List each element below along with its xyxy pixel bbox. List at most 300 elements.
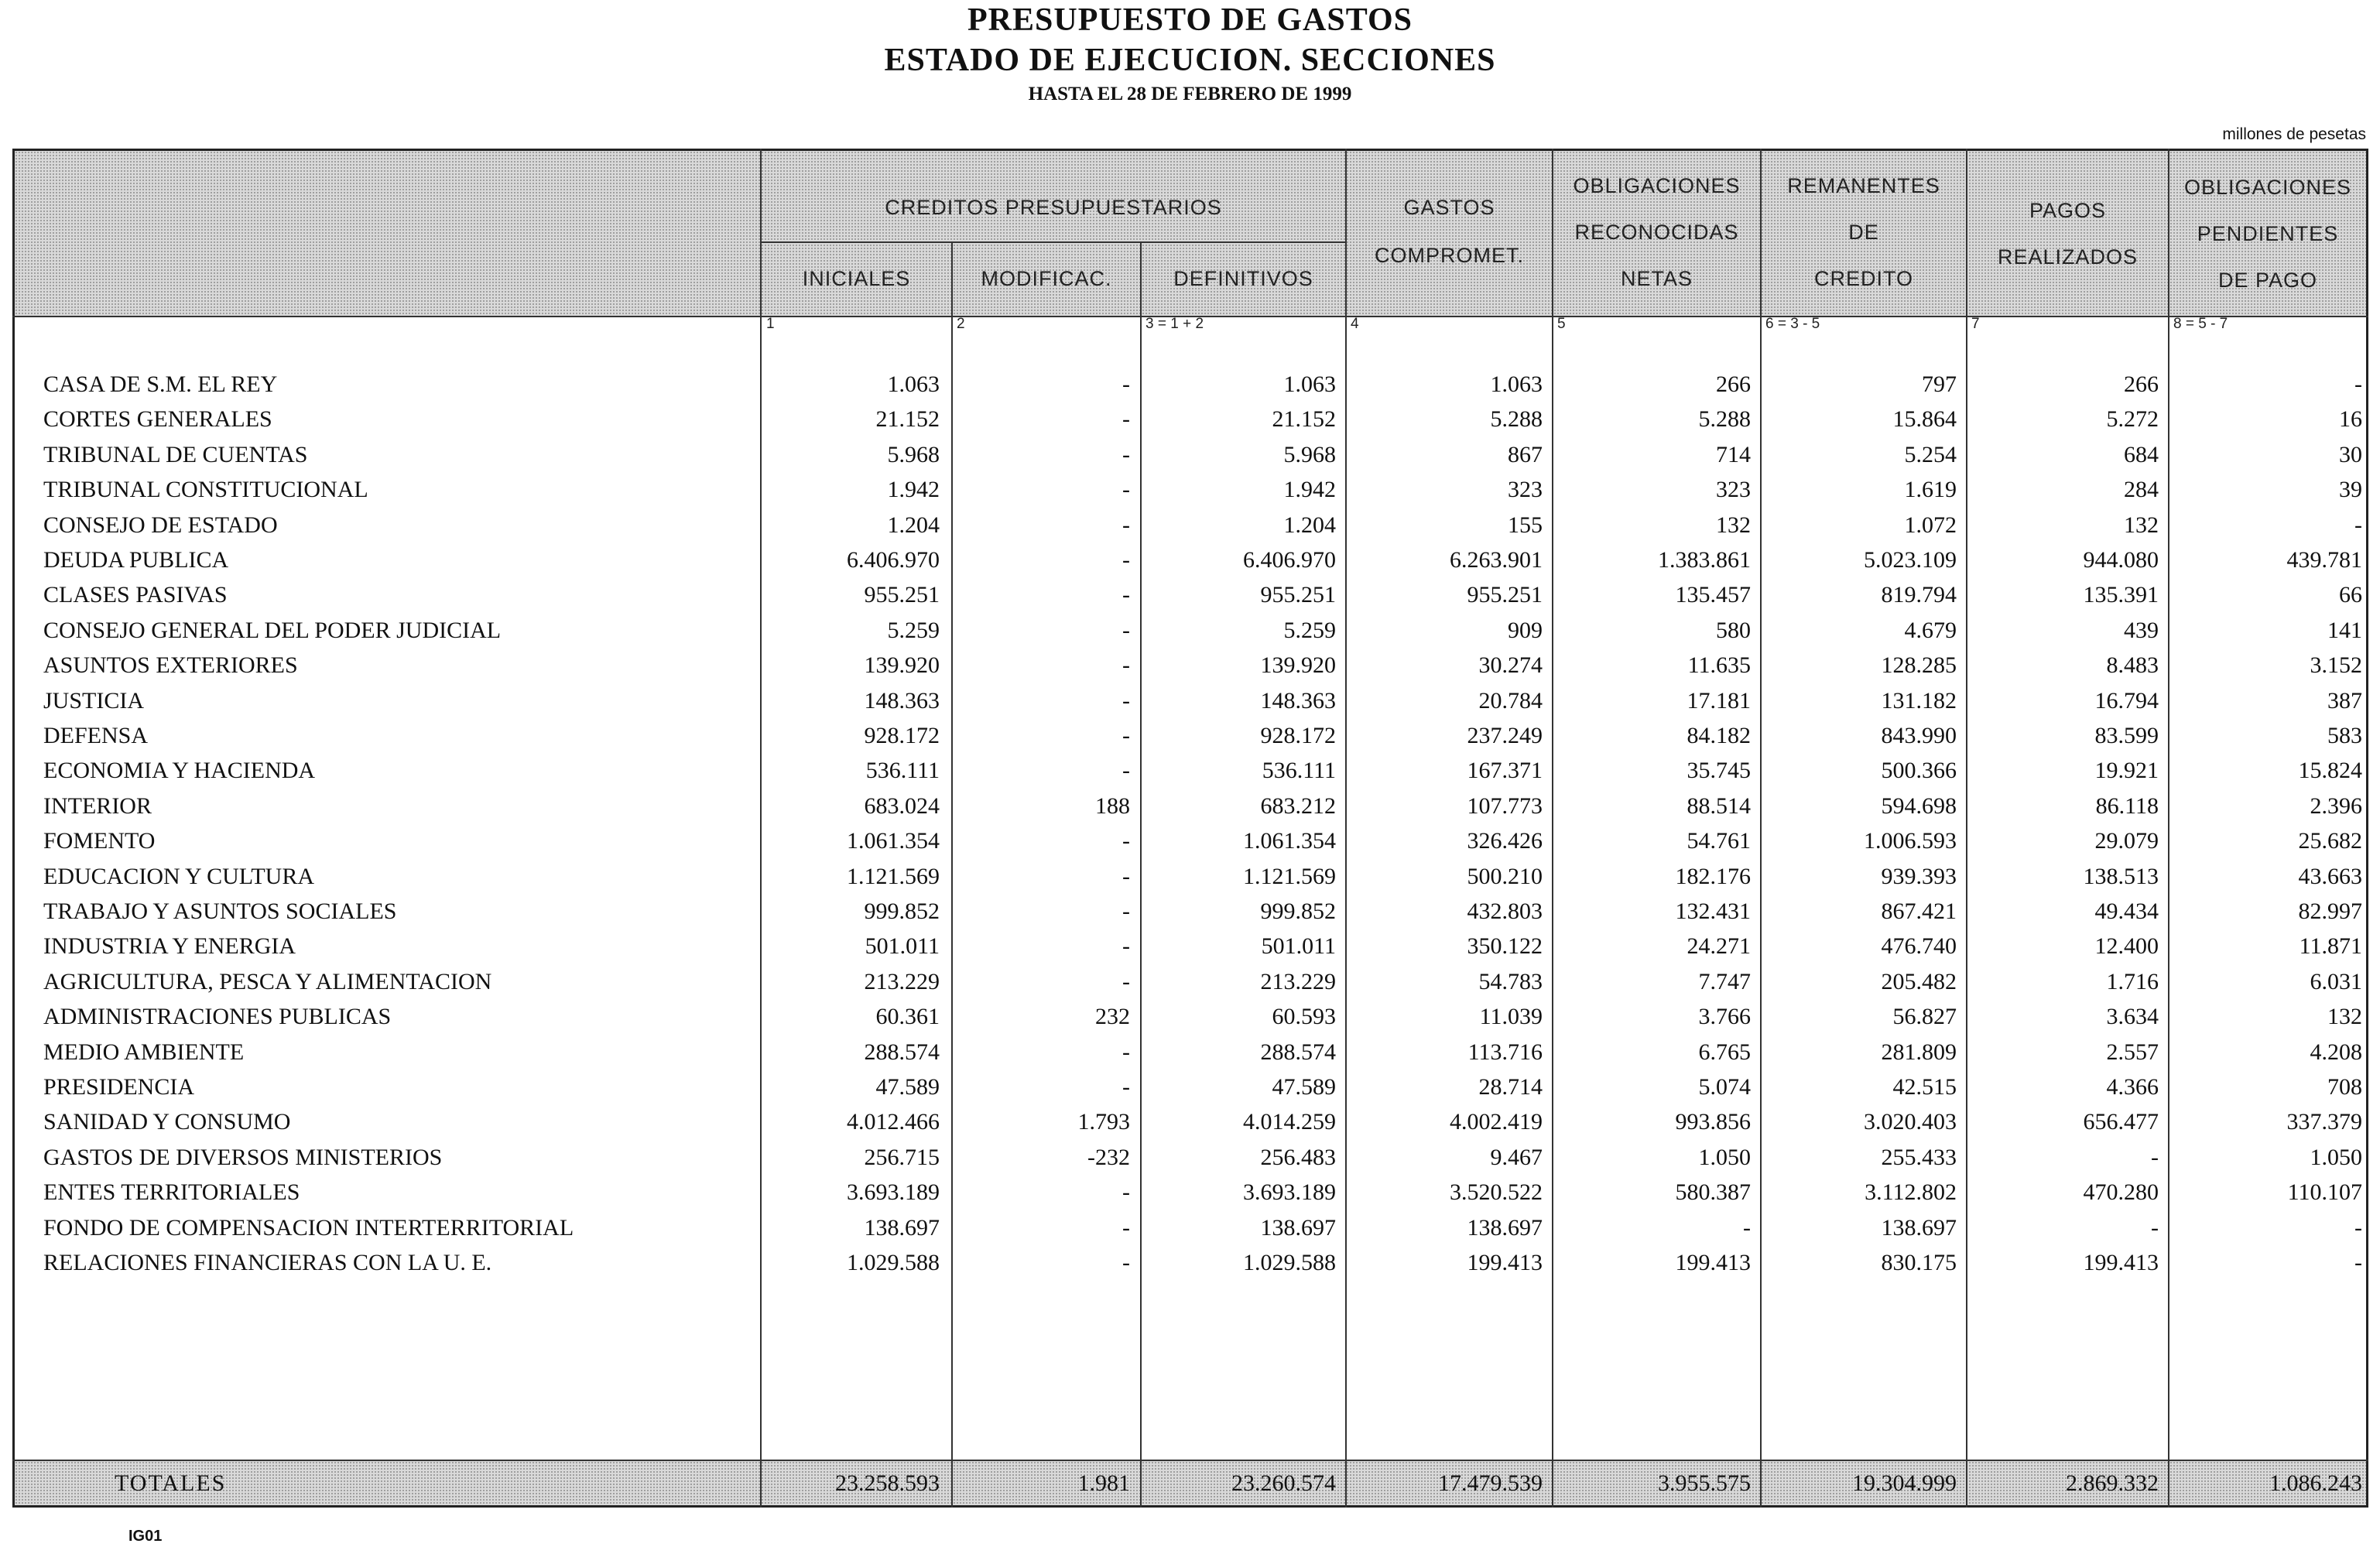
cell-reconocidas: 323 [1716,477,1751,503]
cell-iniciales: 60.361 [875,1004,940,1030]
cell-pagos: - [2151,1144,2159,1170]
cell-pagos: 656.477 [2083,1109,2159,1135]
header-obligaciones-pendientes-1: OBLIGACIONES [2183,176,2352,199]
totals-reconocidas: 3.955.575 [1658,1470,1751,1496]
cell-modificac: - [1122,1250,1130,1275]
cell-definitivos: 6.406.970 [1243,547,1336,573]
totals-definitivos: 23.260.574 [1231,1470,1336,1496]
totals-row [0,1461,2380,1506]
row-label: FONDO DE COMPENSACION INTERTERRITORIAL [43,1214,574,1241]
cell-iniciales: 6.406.970 [847,547,940,573]
cell-pendientes: 30 [2339,441,2362,467]
cell-comprometidos: 107.773 [1467,792,1543,819]
cell-reconocidas: 88.514 [1687,792,1751,819]
cell-comprometidos: 432.803 [1467,898,1543,924]
report-subtitle: ESTADO DE EJECUCION. SECCIONES [884,43,1496,78]
cell-remanentes: 42.515 [1892,1074,1957,1100]
cell-reconocidas: 5.288 [1698,406,1751,433]
cell-definitivos: 501.011 [1261,933,1336,960]
cell-pendientes: 439.781 [2286,547,2362,573]
row-label: EDUCACION Y CULTURA [43,863,315,889]
cell-definitivos: 683.212 [1260,792,1336,819]
row-label: CONSEJO GENERAL DEL PODER JUDICIAL [43,617,502,643]
cell-remanentes: 1.006.593 [1864,828,1957,854]
table-row [0,929,2380,963]
table-row [0,648,2380,683]
cell-pendientes: 583 [2327,723,2362,748]
cell-pendientes: 708 [2327,1074,2362,1100]
report-date: HASTA EL 28 DE FEBRERO DE 1999 [1028,84,1352,104]
cell-reconocidas: 17.181 [1687,687,1751,714]
cell-modificac: - [1122,1074,1130,1100]
cell-remanentes: 867.421 [1881,898,1957,924]
cell-reconocidas: 3.766 [1698,1004,1751,1030]
cell-iniciales: 501.011 [865,933,940,960]
totals-comprometidos: 17.479.539 [1438,1470,1543,1496]
cell-definitivos: 1.942 [1283,477,1336,503]
column-number: 7 [1971,316,1980,332]
cell-iniciales: 288.574 [864,1039,940,1065]
cell-definitivos: 3.693.189 [1243,1179,1336,1206]
row-label: INTERIOR [43,792,152,819]
cell-comprometidos: 155 [1508,512,1543,538]
totals-remanentes: 19.304.999 [1852,1470,1957,1496]
cell-iniciales: 928.172 [864,723,940,748]
cell-pendientes: 11.871 [2299,933,2362,960]
cell-comprometidos: 867 [1508,441,1543,467]
cell-comprometidos: 30.274 [1478,652,1543,679]
cell-reconocidas: 84.182 [1687,723,1751,748]
cell-remanentes: 1.072 [1904,512,1957,538]
cell-modificac: - [1122,898,1130,924]
cell-comprometidos: 237.249 [1467,723,1543,748]
cell-modificac: - [1122,477,1130,503]
cell-definitivos: 955.251 [1260,582,1336,608]
row-label: RELACIONES FINANCIERAS CON LA U. E. [43,1250,492,1275]
cell-reconocidas: 993.856 [1675,1109,1751,1135]
cell-modificac: - [1122,933,1130,960]
cell-reconocidas: 135.457 [1675,582,1751,608]
cell-modificac: - [1122,1214,1130,1241]
cell-iniciales: 1.061.354 [847,828,940,854]
cell-comprometidos: 326.426 [1467,828,1543,854]
cell-modificac: 188 [1095,792,1130,819]
units-label: millones de pesetas [2222,125,2366,143]
row-label: JUSTICIA [43,687,145,714]
cell-reconocidas: 5.074 [1698,1074,1751,1100]
cell-comprometidos: 199.413 [1467,1250,1543,1275]
header-comprometidos: COMPROMET. [1374,244,1524,267]
header-obligaciones-pendientes-3: DE PAGO [2217,269,2318,292]
cell-reconocidas: 11.635 [1687,652,1751,679]
table-row [0,683,2380,718]
table-row [0,577,2380,612]
table-row [0,508,2380,542]
table-row [0,367,2380,402]
row-label: ASUNTOS EXTERIORES [43,652,298,679]
cell-pagos: 684 [2124,441,2159,467]
cell-reconocidas: 266 [1716,371,1751,397]
cell-comprometidos: 1.063 [1490,371,1543,397]
cell-comprometidos: 5.288 [1490,406,1543,433]
cell-pagos: - [2151,1214,2159,1241]
cell-definitivos: 1.121.569 [1243,863,1336,889]
cell-definitivos: 1.061.354 [1243,828,1336,854]
cell-pagos: 83.599 [2094,723,2159,748]
row-label: PRESIDENCIA [43,1074,195,1100]
table-row [0,437,2380,472]
cell-remanentes: 797 [1922,371,1957,397]
cell-iniciales: 1.204 [887,512,940,538]
table-row [0,789,2380,823]
header-definitivos: DEFINITIVOS [1173,267,1313,290]
cell-remanentes: 1.619 [1904,477,1957,503]
cell-definitivos: 1.204 [1283,512,1336,538]
header-creditos-presupuestarios: CREDITOS PRESUPUESTARIOS [885,196,1222,219]
row-label: TRIBUNAL DE CUENTAS [43,441,308,467]
row-label: CLASES PASIVAS [43,582,228,608]
row-label: CONSEJO DE ESTADO [43,512,278,538]
cell-remanentes: 3.020.403 [1864,1109,1957,1135]
cell-pagos: 1.716 [2106,968,2159,994]
cell-remanentes: 819.794 [1881,582,1957,608]
cell-remanentes: 830.175 [1881,1250,1957,1275]
cell-pagos: 29.079 [2094,828,2159,854]
column-number: 1 [766,316,775,332]
cell-definitivos: 213.229 [1260,968,1336,994]
cell-pendientes: 110.107 [2287,1179,2362,1206]
cell-remanentes: 939.393 [1881,863,1957,889]
cell-comprometidos: 113.716 [1467,1039,1543,1065]
column-number: 5 [1557,316,1566,332]
row-label: ENTES TERRITORIALES [43,1179,300,1206]
header-pagos: PAGOS [2029,199,2107,222]
cell-comprometidos: 350.122 [1467,933,1543,960]
cell-modificac: - [1122,723,1130,748]
table-row [0,1175,2380,1210]
totals-iniciales: 23.258.593 [835,1470,940,1496]
header-remanentes-2: DE [1848,221,1879,244]
cell-definitivos: 999.852 [1260,898,1336,924]
cell-comprometidos: 4.002.419 [1450,1109,1543,1135]
header-obligaciones-reconocidas-1: OBLIGACIONES [1573,174,1741,197]
cell-pagos: 284 [2124,477,2159,503]
cell-modificac: - [1122,1039,1130,1065]
cell-modificac: - [1122,441,1130,467]
column-number: 8 = 5 - 7 [2173,316,2228,332]
cell-iniciales: 5.968 [887,441,940,467]
cell-comprometidos: 11.039 [1479,1004,1543,1030]
cell-comprometidos: 323 [1508,477,1543,503]
cell-modificac: 1.793 [1077,1109,1130,1135]
cell-reconocidas: 24.271 [1687,933,1751,960]
cell-pendientes: - [2354,1250,2362,1275]
header-obligaciones-reconocidas-2: RECONOCIDAS [1574,221,1739,244]
table-row [0,718,2380,753]
cell-iniciales: 21.152 [875,406,940,433]
row-label: CASA DE S.M. EL REY [43,371,278,397]
cell-remanentes: 843.990 [1881,723,1957,748]
cell-pagos: 132 [2124,512,2159,538]
header-gastos: GASTOS [1403,196,1495,219]
cell-remanentes: 205.482 [1881,968,1957,994]
cell-reconocidas: 1.050 [1698,1144,1751,1170]
cell-pagos: 135.391 [2083,582,2159,608]
table-row [0,823,2380,858]
cell-iniciales: 139.920 [864,652,940,679]
cell-modificac: - [1122,582,1130,608]
cell-modificac: - [1122,758,1130,784]
cell-remanentes: 476.740 [1881,933,1957,960]
cell-definitivos: 4.014.259 [1243,1109,1336,1135]
row-label: ADMINISTRACIONES PUBLICAS [43,1004,392,1030]
cell-reconocidas: 199.413 [1675,1250,1751,1275]
row-label: CORTES GENERALES [43,406,272,433]
cell-pagos: 944.080 [2083,547,2159,573]
table-row [0,753,2380,788]
cell-pagos: 16.794 [2094,687,2159,714]
cell-iniciales: 4.012.466 [847,1109,940,1135]
row-label: TRABAJO Y ASUNTOS SOCIALES [43,898,397,924]
cell-comprometidos: 54.783 [1478,968,1543,994]
cell-pendientes: 141 [2327,617,2362,643]
column-number: 6 = 3 - 5 [1765,316,1820,332]
cell-modificac: - [1122,371,1130,397]
cell-iniciales: 955.251 [864,582,940,608]
cell-pendientes: 3.152 [2310,652,2362,679]
cell-modificac: - [1122,652,1130,679]
row-label: ECONOMIA Y HACIENDA [43,758,316,784]
row-label: DEFENSA [43,723,149,748]
row-label: DEUDA PUBLICA [43,547,229,573]
cell-definitivos: 138.697 [1260,1214,1336,1241]
cell-pendientes: 4.208 [2310,1039,2362,1065]
report-title: PRESUPUESTO DE GASTOS [967,2,1413,38]
totals-pagos: 2.869.332 [2066,1470,2159,1496]
cell-definitivos: 928.172 [1260,723,1336,748]
cell-pendientes: 66 [2339,582,2362,608]
cell-modificac: - [1122,968,1130,994]
cell-pendientes: 2.396 [2310,792,2362,819]
cell-pagos: 3.634 [2106,1004,2159,1030]
cell-definitivos: 536.111 [1262,758,1336,784]
cell-reconocidas: 7.747 [1698,968,1751,994]
cell-pendientes: 337.379 [2286,1109,2362,1135]
cell-pagos: 8.483 [2106,652,2159,679]
cell-remanentes: 281.809 [1881,1039,1957,1065]
cell-iniciales: 999.852 [864,898,940,924]
cell-pagos: 439 [2124,617,2159,643]
row-label: FOMENTO [43,828,156,854]
table-row [0,613,2380,648]
cell-definitivos: 60.593 [1272,1004,1336,1030]
cell-iniciales: 1.063 [887,371,940,397]
table-row [0,1035,2380,1070]
cell-modificac: - [1122,547,1130,573]
cell-pagos: 2.557 [2106,1039,2159,1065]
cell-definitivos: 5.259 [1283,617,1336,643]
cell-pagos: 49.434 [2094,898,2159,924]
cell-pagos: 12.400 [2094,933,2159,960]
cell-comprometidos: 20.784 [1478,687,1543,714]
cell-pagos: 5.272 [2106,406,2159,433]
header-realizados: REALIZADOS [1997,245,2139,269]
cell-iniciales: 3.693.189 [847,1179,940,1206]
cell-pendientes: 25.682 [2298,828,2362,854]
cell-reconocidas: 132.431 [1675,898,1751,924]
row-label: GASTOS DE DIVERSOS MINISTERIOS [43,1144,443,1170]
creditos-sub-rule [762,241,1347,243]
cell-definitivos: 21.152 [1272,406,1336,433]
cell-definitivos: 148.363 [1260,687,1336,714]
cell-definitivos: 47.589 [1272,1074,1336,1100]
cell-modificac: - [1122,617,1130,643]
cell-remanentes: 138.697 [1881,1214,1957,1241]
cell-remanentes: 56.827 [1892,1004,1957,1030]
table-row [0,1245,2380,1280]
cell-remanentes: 500.366 [1881,758,1957,784]
cell-reconocidas: 1.383.861 [1658,547,1751,573]
footer-code: IG01 [128,1528,163,1545]
cell-modificac: - [1122,512,1130,538]
table-row [0,1140,2380,1175]
cell-pendientes: - [2354,371,2362,397]
column-number: 2 [957,316,965,332]
totals-modificac: 1.981 [1077,1470,1130,1496]
cell-pendientes: 6.031 [2310,968,2362,994]
cell-pagos: 199.413 [2083,1250,2159,1275]
cell-pendientes: 15.824 [2298,758,2362,784]
table-row [0,472,2380,507]
cell-definitivos: 256.483 [1260,1144,1336,1170]
column-number: 4 [1351,316,1359,332]
cell-comprometidos: 138.697 [1467,1214,1543,1241]
table-row [0,964,2380,999]
row-label: INDUSTRIA Y ENERGIA [43,933,296,960]
cell-reconocidas: 580.387 [1675,1179,1751,1206]
cell-iniciales: 536.111 [865,758,940,784]
cell-pendientes: - [2354,1214,2362,1241]
cell-comprometidos: 955.251 [1467,582,1543,608]
row-label: TRIBUNAL CONSTITUCIONAL [43,477,368,503]
cell-iniciales: 5.259 [887,617,940,643]
cell-pendientes: - [2354,512,2362,538]
cell-pendientes: 43.663 [2298,863,2362,889]
cell-remanentes: 255.433 [1881,1144,1957,1170]
totals-pendientes: 1.086.243 [2269,1470,2362,1496]
cell-pagos: 266 [2124,371,2159,397]
cell-modificac: - [1122,406,1130,433]
cell-reconocidas: 35.745 [1687,758,1751,784]
cell-reconocidas: 714 [1716,441,1751,467]
cell-pagos: 138.513 [2083,863,2159,889]
cell-iniciales: 1.121.569 [847,863,940,889]
cell-comprometidos: 500.210 [1467,863,1543,889]
cell-reconocidas: 132 [1716,512,1751,538]
table-row [0,542,2380,577]
cell-remanentes: 4.679 [1904,617,1957,643]
cell-pagos: 470.280 [2083,1179,2159,1206]
cell-remanentes: 594.698 [1881,792,1957,819]
header-obligaciones-reconocidas-3: NETAS [1620,267,1693,290]
totals-label: TOTALES [115,1470,227,1496]
cell-iniciales: 213.229 [864,968,940,994]
cell-pendientes: 16 [2339,406,2362,433]
cell-modificac: - [1122,828,1130,854]
cell-pagos: 19.921 [2094,758,2159,784]
header-remanentes-3: CREDITO [1813,267,1913,290]
cell-pendientes: 1.050 [2310,1144,2362,1170]
cell-definitivos: 288.574 [1260,1039,1336,1065]
cell-definitivos: 1.029.588 [1243,1250,1336,1275]
cell-remanentes: 131.182 [1881,687,1957,714]
cell-definitivos: 5.968 [1283,441,1336,467]
cell-iniciales: 1.942 [887,477,940,503]
table-row [0,894,2380,929]
header-obligaciones-pendientes-2: PENDIENTES [2197,222,2339,245]
row-label: AGRICULTURA, PESCA Y ALIMENTACION [43,968,492,994]
cell-definitivos: 1.063 [1283,371,1336,397]
table-row [0,859,2380,894]
cell-comprometidos: 9.467 [1490,1144,1543,1170]
cell-reconocidas: 182.176 [1675,863,1751,889]
cell-comprometidos: 3.520.522 [1450,1179,1543,1206]
row-label: MEDIO AMBIENTE [43,1039,245,1065]
cell-remanentes: 5.023.109 [1864,547,1957,573]
cell-iniciales: 47.589 [875,1074,940,1100]
cell-comprometidos: 909 [1508,617,1543,643]
cell-comprometidos: 167.371 [1467,758,1543,784]
cell-remanentes: 15.864 [1892,406,1957,433]
cell-pendientes: 132 [2327,1004,2362,1030]
cell-iniciales: 1.029.588 [847,1250,940,1275]
table-row [0,1210,2380,1245]
cell-pagos: 4.366 [2106,1074,2159,1100]
cell-iniciales: 256.715 [864,1144,940,1170]
cell-pendientes: 82.997 [2298,898,2362,924]
table-row [0,999,2380,1034]
header-iniciales: INICIALES [802,267,911,290]
cell-comprometidos: 6.263.901 [1450,547,1543,573]
cell-definitivos: 139.920 [1260,652,1336,679]
cell-iniciales: 148.363 [864,687,940,714]
cell-pendientes: 387 [2327,687,2362,714]
cell-comprometidos: 28.714 [1478,1074,1543,1100]
table-row [0,1104,2380,1139]
cell-reconocidas: 6.765 [1698,1039,1751,1065]
cell-iniciales: 683.024 [864,792,940,819]
table-row [0,402,2380,436]
cell-remanentes: 5.254 [1904,441,1957,467]
cell-modificac: -232 [1087,1144,1130,1170]
cell-modificac: 232 [1095,1004,1130,1030]
cell-modificac: - [1122,687,1130,714]
header-remanentes-1: REMANENTES [1787,174,1940,197]
cell-pagos: 86.118 [2095,792,2159,819]
cell-reconocidas: 580 [1716,617,1751,643]
cell-iniciales: 138.697 [864,1214,940,1241]
cell-modificac: - [1122,1179,1130,1206]
cell-reconocidas: 54.761 [1687,828,1751,854]
cell-modificac: - [1122,863,1130,889]
table-row [0,1070,2380,1104]
row-label: SANIDAD Y CONSUMO [43,1109,291,1135]
column-number: 3 = 1 + 2 [1145,316,1204,332]
cell-pendientes: 39 [2339,477,2362,503]
header-modificac: MODIFICAC. [981,267,1112,290]
cell-reconocidas: - [1743,1214,1751,1241]
cell-remanentes: 3.112.802 [1865,1179,1957,1206]
